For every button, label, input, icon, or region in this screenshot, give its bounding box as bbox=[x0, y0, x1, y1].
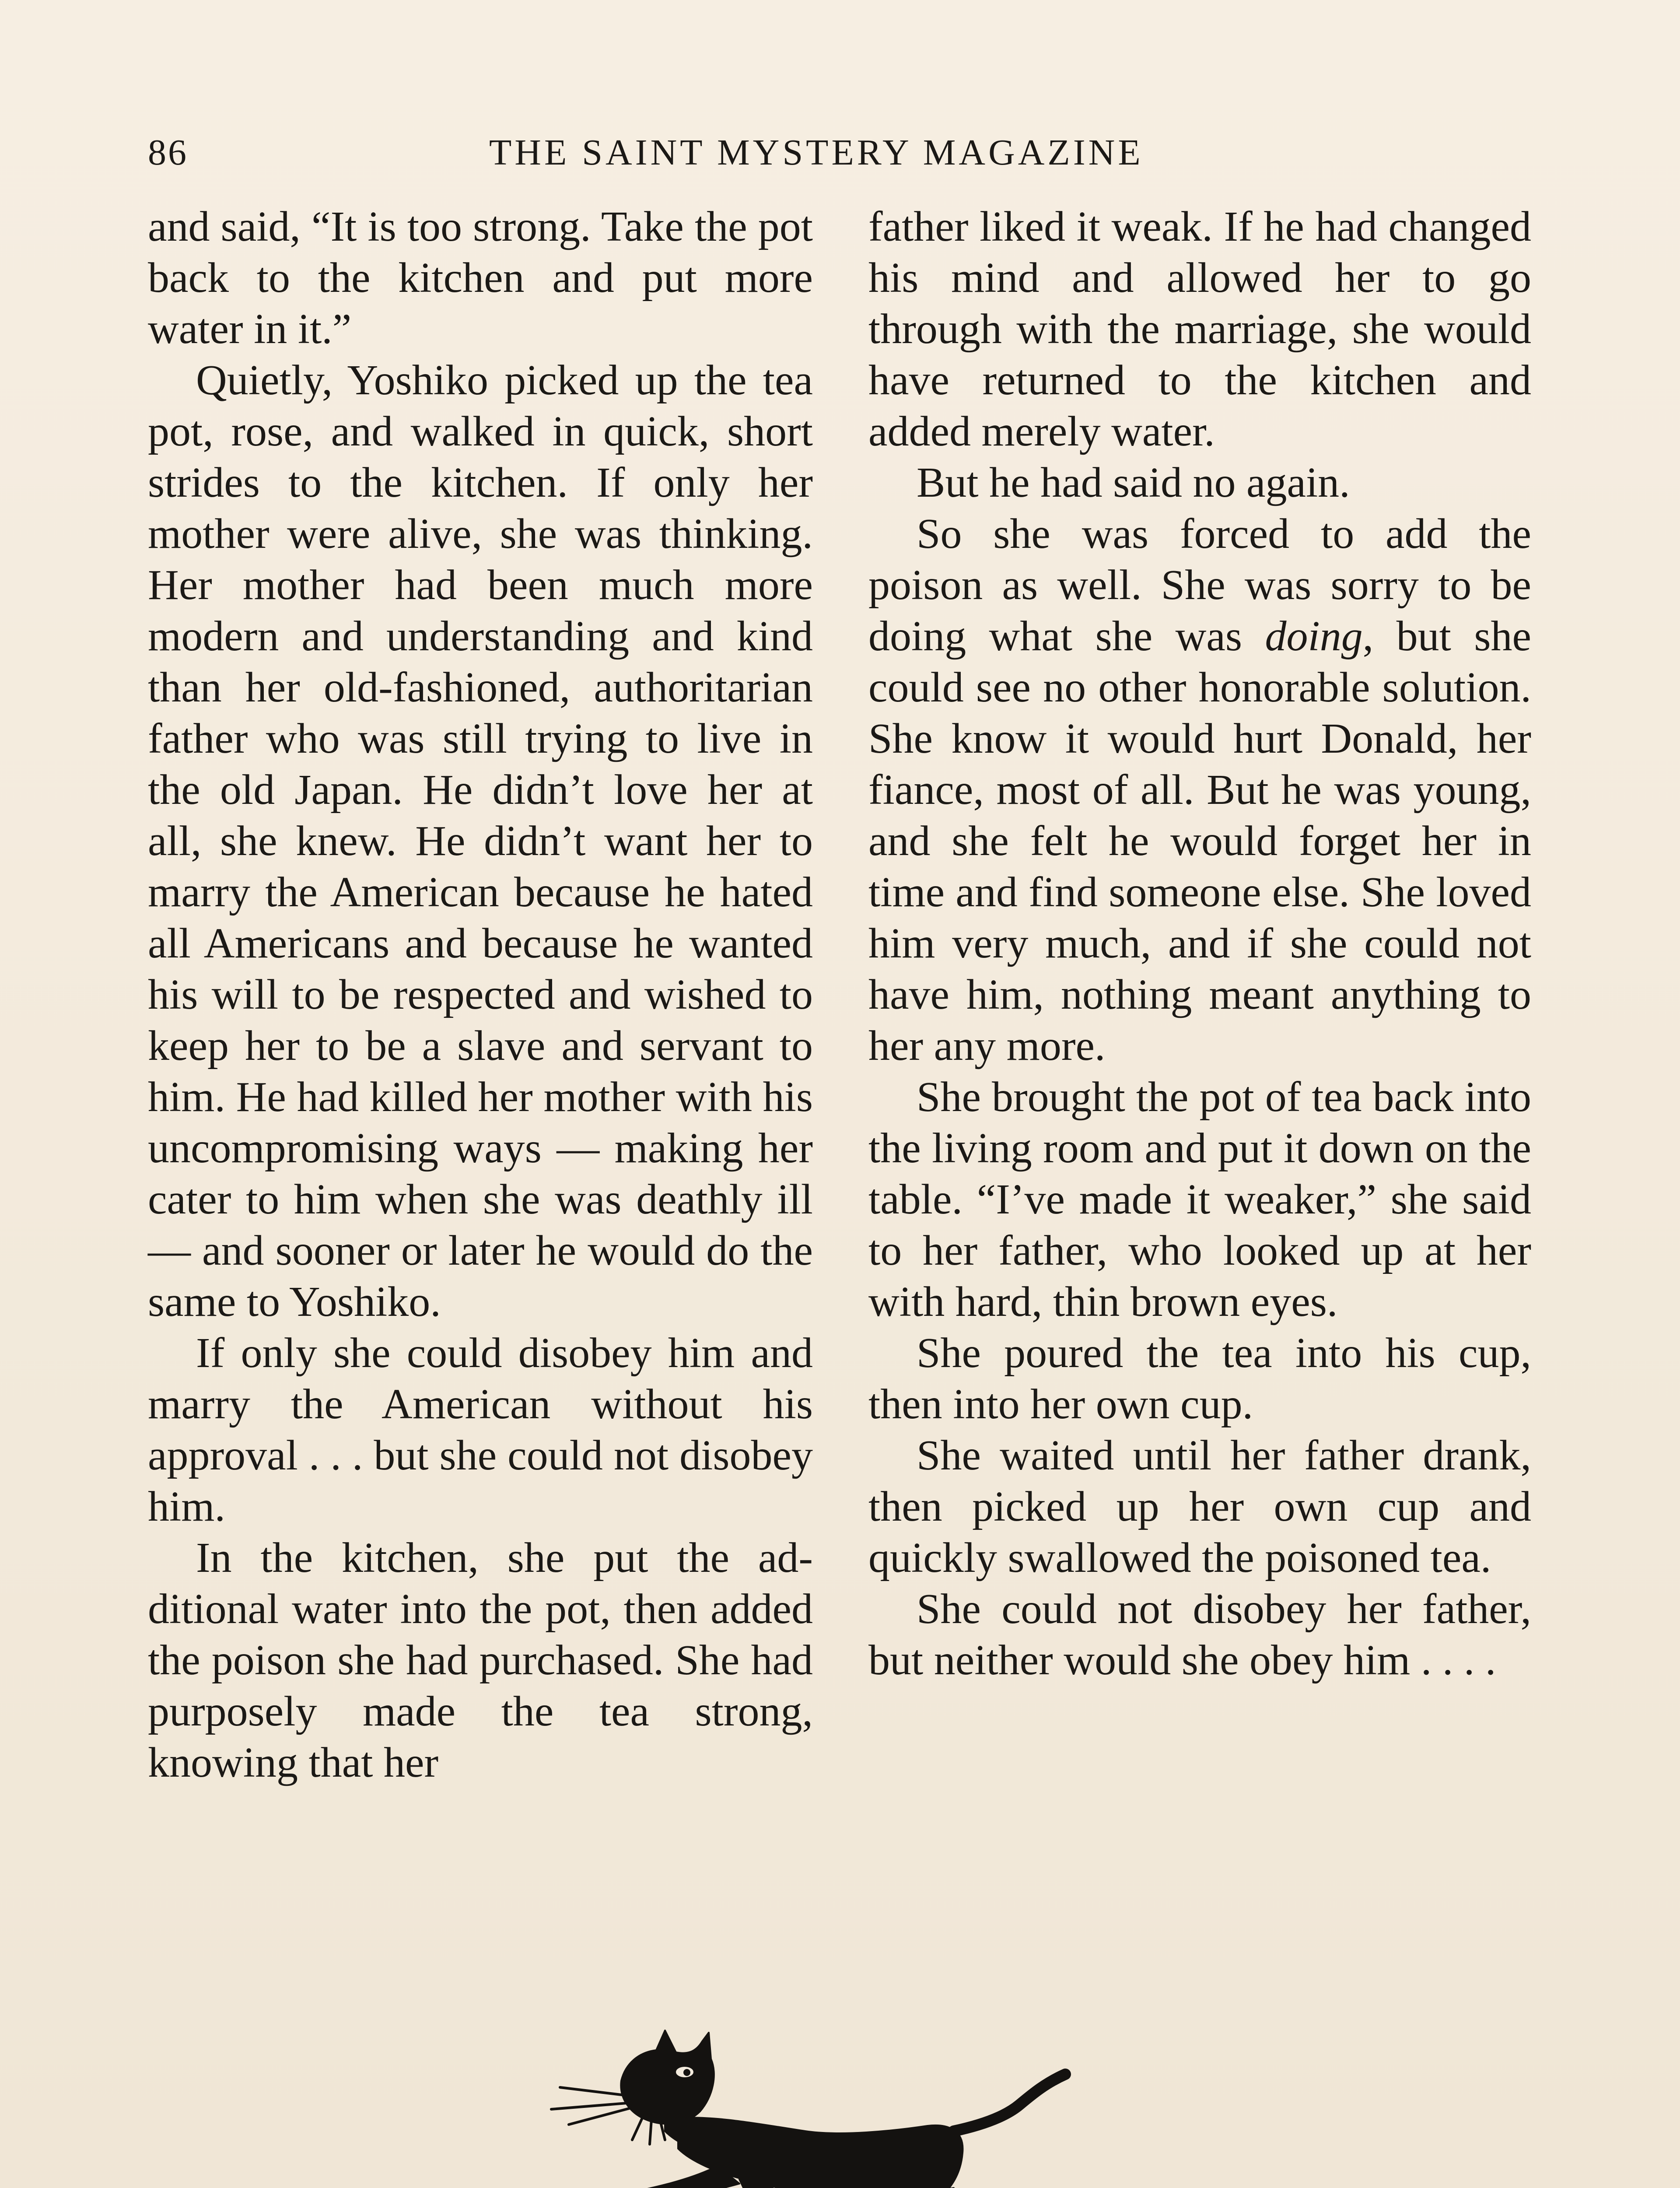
page-header bbox=[148, 127, 1535, 179]
paragraph: She waited until her father drank, then picked up her own cup and quickly swallowed the poisoned tea. bbox=[868, 1432, 1531, 1581]
paragraph: She poured the tea into his cup, then into her own cup. bbox=[868, 1329, 1531, 1428]
paragraph: Quietly, Yoshiko picked up the tea pot, rose, and walked in quick, short strides to the kitchen. If only her mother were alive, she was thinking. Her mother had been much more modern and understanding and kind than her old-fashioned, authoritarian father who was still trying to live in the old Japan. He didn’t love her at all, she knew. He didn’t want her to marry the American because he hated all Americans and because he wanted his will to be respected and wished to keep her to be a slave and servant to him. He had killed her mother with his uncompromising ways — making her cater to him when she was deathly ill — and sooner or later he would do the same to Yoshiko. bbox=[148, 357, 813, 1325]
paragraph: In the kitchen, she put the additional water into the pot, then added the poison she had purchased. She had purposely made the tea strong, knowing that her bbox=[148, 1534, 813, 1786]
paragraph: So she was forced to add the poison as well. She was sorry to be doing what she was doing, but she could see no other honorable solution. She know it would hurt Donald, her fiance, most of all. But he was young, and she felt he would forget her in time and find someone else. She loved him very much, and if she could not have him, nothing meant anything to her any more. bbox=[868, 510, 1531, 1069]
paragraph: and said, “It is too strong. Take the pot back to the kitchen and put more water in it.” bbox=[148, 203, 813, 353]
page-number: 86 bbox=[148, 132, 188, 173]
paragraph: She brought the pot of tea back into the living room and put it down on the table. “I’ve made it weaker,” she said to her father, who looked up at her with hard, thin brown eyes. bbox=[868, 1073, 1531, 1325]
running-title: THE SAINT MYSTERY MAGAZINE bbox=[489, 132, 1144, 173]
left-text-column bbox=[148, 201, 813, 1788]
paragraph: She could not disobey her father, but neither would she obey him . . . . bbox=[868, 1585, 1531, 1684]
paragraph: father liked it weak. If he had changed his mind and allowed her to go through with the marriage, she would have returned to the kitchen and added merely water. bbox=[868, 203, 1531, 455]
black-cat-icon bbox=[534, 2022, 1129, 2188]
paragraph: But he had said no again. bbox=[917, 459, 1350, 506]
right-text-column bbox=[868, 201, 1531, 1686]
paragraph: If only she could disobey him and marry the American without his approval . . . but she could not disobey him. bbox=[148, 1329, 813, 1530]
